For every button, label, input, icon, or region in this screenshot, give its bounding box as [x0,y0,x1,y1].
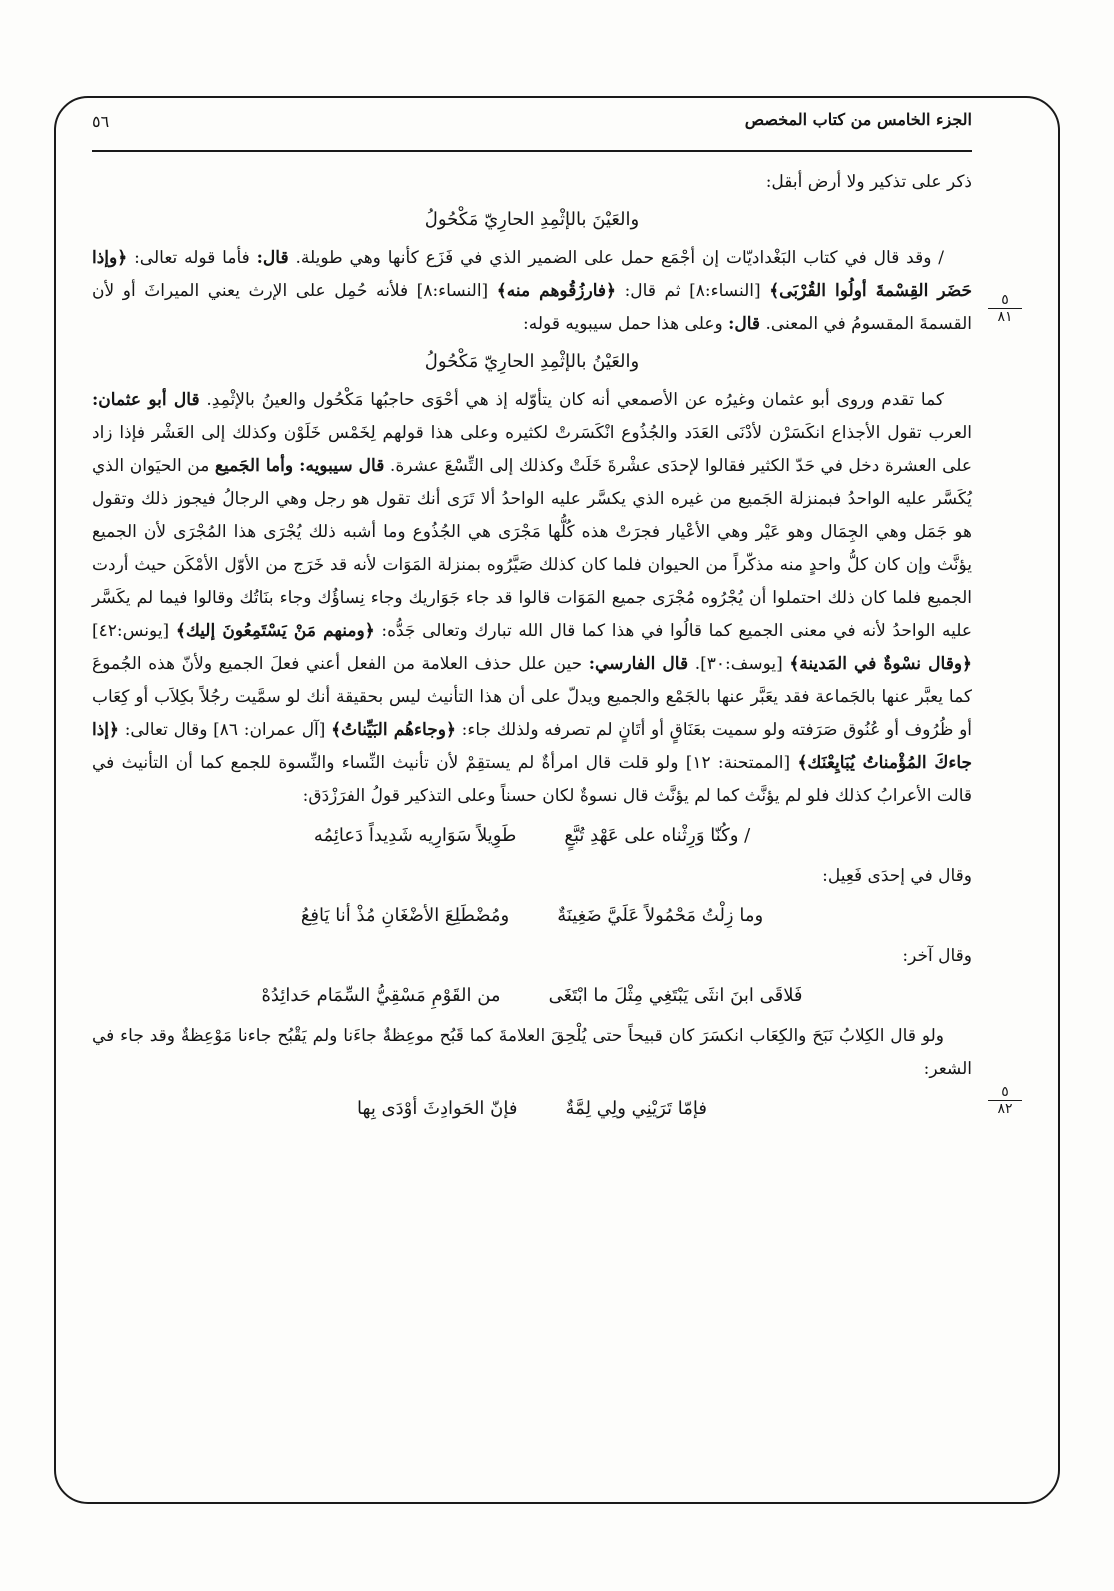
margin-marker: ٥ ٨١ [988,292,1022,325]
poem-couplet [92,979,972,1012]
text-line: وقال في إحدَى فَعِيل: [822,866,972,886]
poem-couplet [92,819,972,852]
paragraph: ولو قال الكِلابُ نَبَحَ والكِعَاب انكسَرَ كان قبيحاً حتى يُلْحِقَ العلامةَ كما قَبُح موعِظةٌ جاءَنا ولم يَقْبُح جاءنا مَوْعِظةٌ وقد جاء في الشعر: [92,1026,972,1079]
running-header [92,104,972,144]
page-number: ٥٦ [92,112,110,131]
poem-couplet [92,899,972,932]
text-line: وقال آخر: [902,946,972,966]
verse-line: والعَيْنُ بالإثْمِدِ الحارِيّ مَكْحُولُ [424,351,640,372]
paragraph: / وقد قال في كتاب البَغْداديّات إن أجْمَع حمل على الضمير الذي في فَزَع كأنها وهي طويلة. قال: فأما قوله تعالى: ﴿وإذا حَضَر القِسْمةَ أولُوا القُرْبَى﴾ [النساء:٨] ثم قال: ﴿فارزُقُوهم منه﴾ [النساء:٨] فلأنه حُمِل على الإرث يعني الميراثَ أو لأن القسمةَ المقسومُ في المعنى. قال: وعلى هذا حمل سيبويه قوله: [92,248,973,334]
hemistich-first: / وكُنّا وَرِثْناه على عَهْدِ تُبَّعٍ [564,825,751,846]
margin-marker: ٥ ٨٢ [988,1084,1022,1117]
hemistich-second: طَوِيلاً سَوَارِيه شَدِيداً دَعائِمُه [313,825,517,846]
verse-line: والعَيْنَ بالإثْمِدِ الحارِيّ مَكْحُولُ [424,209,640,230]
paragraph: كما تقدم وروى أبو عثمان وغيرُه عن الأصمعي أنه كان يتأوّله إذ هي أحْوَى حاجبُها مَكْحُول والعينُ بالإثْمِدِ. قال أبو عثمان: العرب تقول الأجذاع انكَسَرْن لأدْنَى العَدَد والجُذُوع انْكَسَرتْ لكثيره وعلى هذا قولهم لِخَمْس خَلَوْن وكذلك إلى العَشْر فإذا زاد على العشرة دخل في حَدّ الكثير فقالوا لإحدَى عشْرةَ خَلَتْ وكذلك إلى التِّسْعَ عشرة. قال سيبويه: وأما الجَميع من الحيَوان الذي يُكَسَّر عليه الواحدُ فبمنزلة الجَميع من غيره الذي يكسَّر عليه الواحدُ ألا تَرَى أنك تقول هو رجل وهي الرجالُ فيجوز ذلك وتقول هو جَمَل وهي الجِمَال وهو عَيْر وهي الأعْيار فجرَتْ هذه كُلُّها مَجْرَى هي الجُذُوع وما أشبه ذلك يُجْرَى هذا المُجْرَى لأن الجميع يؤنَّث وإن كان كلُّ واحدٍ منه مذكّراً من الحيوان فلما كان كذلك صَيَّرُوه بمنزلة المَوَات لأنه قد خَرَج من الأوّل الأمْكَن حيث أردت الجميع فلما كان ذلك احتملوا أن يُجْرُوه مُجْرَى جميع المَوَات قالوا قد جاء جَوَاريك وجاء نِساؤُك وجاء بنَاتُك وقالوا فيما لم يكَسَّر عليه الواحدُ لأنه في معنى الجميع كما قالُوا في هذا كما قال الله تبارك وتعالى جَدُّه: ﴿ومنهم مَنْ يَسْتَمِعُونَ إليك﴾ [يونس:٤٢] ﴿وقال نسْوةٌ في المَدينة﴾ [يوسف:٣٠]. قال الفارسي: حين علل حذف العلامة من الفعل أعني فعلَ الجميع ولأنّ هذه الجُموعَ كما يعبَّر عنها بالجَماعة فقد يعَبَّر عنها بالجَمْع والجميع ويدلّ على أن هذا التأنيث ليس بحقيقة أنك لو سمَّيت رجُلاً بكِلاَب أو كِعَاب أو ظُرُوف أو عُنُوق صَرَفته ولو سميت بعَنَاقٍ أو أتَانٍ لم تصرفه ولذلك جاء: ﴿وجاءهُم البَيِّناتُ﴾ [آل عمران: ٨٦] وقال تعالى: ﴿إذا جاءكَ المُؤْمناتُ يُبَايِعْنَك﴾ [الممتحنة: ١٢] ولو قلت قال امرأةٌ لم يستقِمْ لأن تأنيث النِّساء والنِّسوة للجمع كما أن التأنيث في قالت الأعرابُ كذلك فلو لم يؤنَّث كما لم يؤنَّث قال نسوةٌ لكان حسناً وعلى التذكير قولُ الفرَزْدَق: [92,390,973,806]
header-rule [92,150,972,152]
main-text [92,166,972,1133]
hemistich-second: فإنّ الحَوادِثَ أوْدَى بِها [357,1098,518,1119]
hemistich-second: من القَوْمِ مَسْقِيُّ السِّمَام حَدائِدُهْ [261,985,501,1006]
book-title: الجزء الخامس من كتاب المخصص [744,110,972,129]
poem-couplet [92,1092,972,1125]
text-line: ذكر على تذكير ولا أرض أبقل: [765,172,972,192]
hemistich-first: فَلاقَى ابنَ انثَى يَبْتَغِي مِثْلَ ما ابْتَغَى [548,985,803,1006]
hemistich-first: وما زِلْتُ مَحْمُولاً عَلَيَّ ضَغِينَةٌ [557,905,764,926]
hemistich-first: فإمّا تَرَيْنِي ولِي لِمَّةٌ [565,1098,707,1119]
hemistich-second: ومُضْطَلِعَ الأضْغَانِ مُذْ أنا يَافِعُ [300,905,510,926]
